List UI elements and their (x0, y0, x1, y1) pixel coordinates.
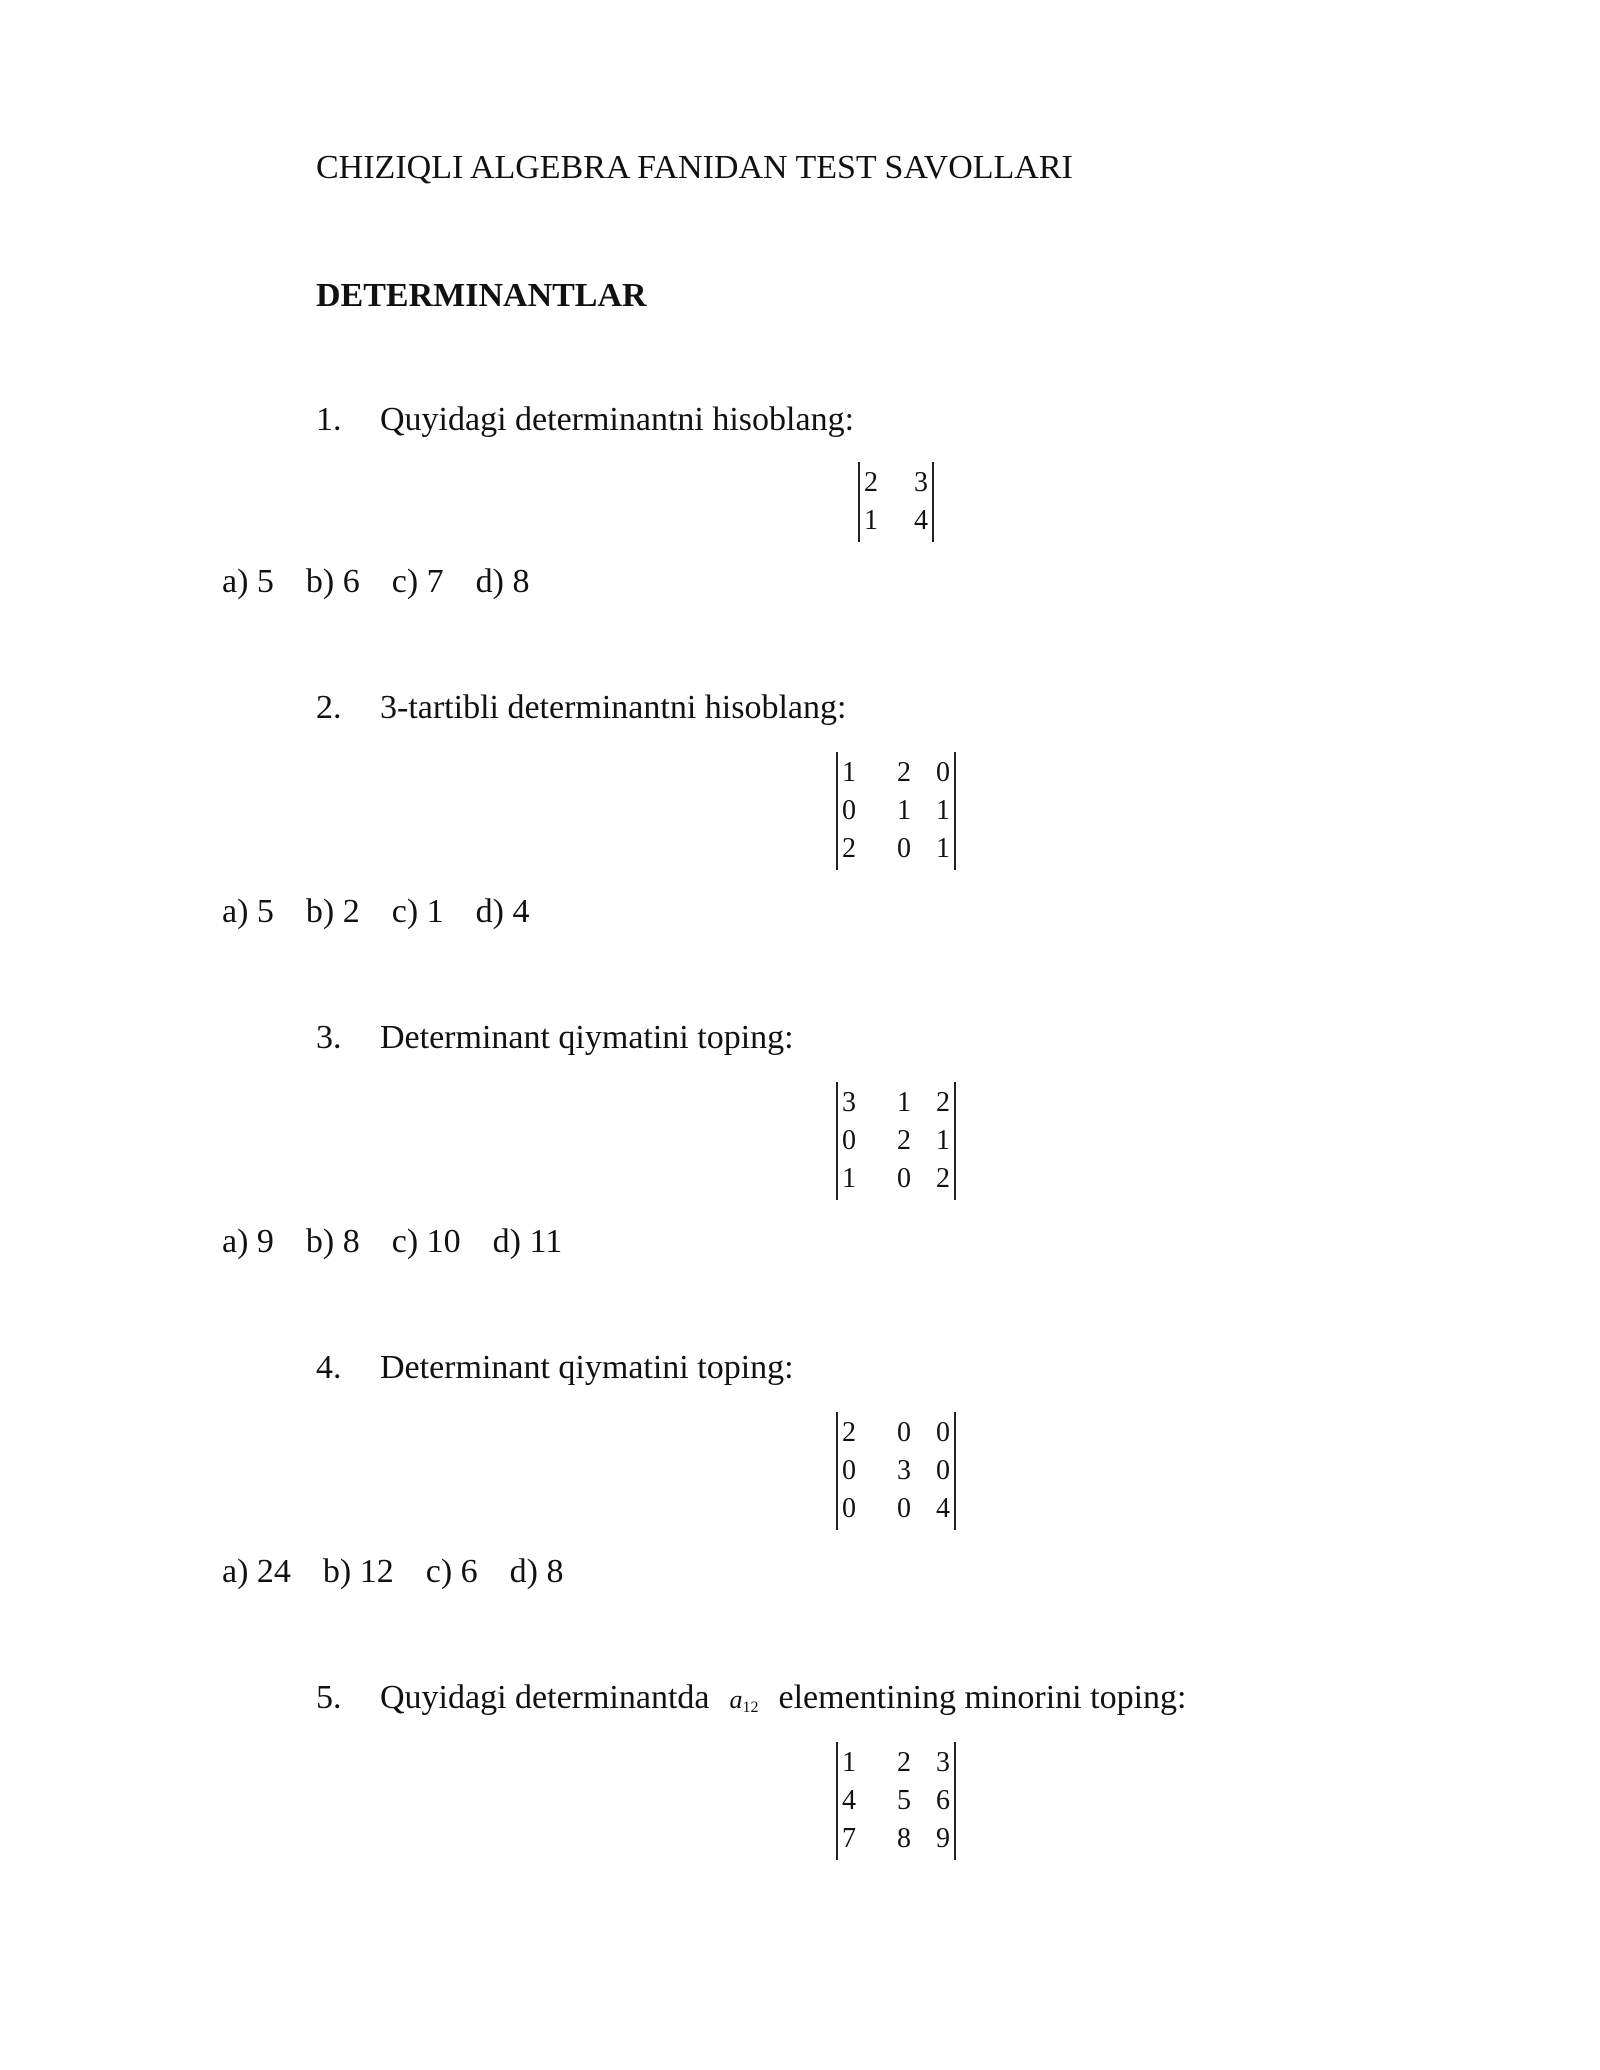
determinant-matrix (858, 462, 934, 542)
matrix-cell: 1 (864, 505, 878, 536)
matrix-row (838, 1744, 954, 1782)
matrix-row (838, 1160, 954, 1198)
matrix-cell: 0 (842, 1493, 856, 1524)
matrix-cell: 2 (897, 757, 911, 788)
question-text: Quyidagi determinantni hisoblang: (380, 401, 855, 438)
question-5 (316, 1678, 1186, 1728)
answer-option-a: a) 24 (222, 1553, 291, 1590)
matrix-row (860, 464, 932, 502)
matrix-row (838, 1820, 954, 1858)
matrix-cell: 4 (914, 505, 928, 536)
question-text-after: elementining minorini toping: (778, 1679, 1187, 1716)
matrix-row (838, 792, 954, 830)
matrix-cell: 2 (897, 1747, 911, 1778)
matrix-cell: 1 (842, 1747, 856, 1778)
determinant-matrix (836, 1742, 956, 1860)
answer-option-d: d) 8 (509, 1553, 564, 1590)
matrix-cell: 0 (842, 795, 856, 826)
answer-options (222, 562, 562, 602)
matrix-cell: 0 (936, 1455, 950, 1486)
matrix-cell: 7 (842, 1823, 856, 1854)
matrix-cell: 3 (897, 1455, 911, 1486)
matrix-cell: 4 (842, 1785, 856, 1816)
question-text: Determinant qiymatini toping: (380, 1019, 794, 1056)
matrix-cell: 1 (936, 833, 950, 864)
matrix-cell: 8 (897, 1823, 911, 1854)
matrix-row (838, 1414, 954, 1452)
matrix-cell: 0 (897, 1163, 911, 1194)
matrix-row (838, 1452, 954, 1490)
matrix-cell: 1 (936, 1125, 950, 1156)
question-number: 5. (316, 1679, 342, 1716)
matrix-cell: 2 (842, 833, 856, 864)
question-text: 3-tartibli determinantni hisoblang: (380, 689, 847, 726)
answer-option-d: d) 11 (492, 1223, 563, 1260)
question-text-before: Quyidagi determinantda (380, 1679, 710, 1716)
matrix-element-symbol: a (729, 1685, 743, 1714)
matrix-row (838, 754, 954, 792)
matrix-cell: 2 (897, 1125, 911, 1156)
answer-option-b: b) 12 (322, 1553, 394, 1590)
determinant-matrix (836, 1082, 956, 1200)
matrix-cell: 2 (842, 1417, 856, 1448)
answer-option-d: d) 8 (475, 563, 530, 600)
determinant-matrix (836, 1412, 956, 1530)
matrix-cell: 1 (897, 795, 911, 826)
answer-options (222, 1552, 596, 1592)
matrix-cell: 0 (897, 833, 911, 864)
matrix-cell: 9 (936, 1823, 950, 1854)
question-number: 4. (316, 1349, 342, 1386)
matrix-cell: 0 (936, 1417, 950, 1448)
answer-option-c: c) 7 (391, 563, 444, 600)
answer-option-d: d) 4 (475, 893, 530, 930)
answer-option-b: b) 8 (305, 1223, 360, 1260)
matrix-cell: 2 (936, 1087, 950, 1118)
matrix-cell: 0 (897, 1417, 911, 1448)
matrix-cell: 5 (897, 1785, 911, 1816)
section-heading: DETERMINANTLAR (316, 277, 647, 314)
answer-options (222, 892, 562, 932)
answer-option-a: a) 5 (222, 563, 274, 600)
answer-option-a: a) 5 (222, 893, 274, 930)
determinant-matrix (836, 752, 956, 870)
matrix-row (838, 1122, 954, 1160)
matrix-cell: 3 (936, 1747, 950, 1778)
matrix-cell: 1 (897, 1087, 911, 1118)
answer-options (222, 1222, 594, 1262)
answer-option-b: b) 6 (305, 563, 360, 600)
matrix-cell: 1 (936, 795, 950, 826)
question-number: 1. (316, 401, 342, 438)
matrix-cell: 1 (842, 1163, 856, 1194)
answer-option-c: c) 1 (391, 893, 444, 930)
matrix-cell: 2 (936, 1163, 950, 1194)
matrix-row (838, 830, 954, 868)
question-number: 3. (316, 1019, 342, 1056)
document-title: CHIZIQLI ALGEBRA FANIDAN TEST SAVOLLARI (316, 149, 1073, 186)
matrix-cell: 4 (936, 1493, 950, 1524)
matrix-row (838, 1490, 954, 1528)
question-number: 2. (316, 689, 342, 726)
answer-option-a: a) 9 (222, 1223, 274, 1260)
matrix-row (838, 1084, 954, 1122)
matrix-cell: 6 (936, 1785, 950, 1816)
matrix-cell: 0 (842, 1455, 856, 1486)
matrix-cell: 3 (842, 1087, 856, 1118)
question-2 (316, 688, 846, 728)
matrix-cell: 3 (914, 467, 928, 498)
matrix-element-subscript: 12 (742, 1699, 759, 1716)
matrix-cell: 0 (842, 1125, 856, 1156)
matrix-cell: 0 (936, 757, 950, 788)
answer-option-c: c) 10 (391, 1223, 461, 1260)
matrix-cell: 1 (842, 757, 856, 788)
matrix-cell: 0 (897, 1493, 911, 1524)
question-3 (316, 1018, 794, 1058)
answer-option-c: c) 6 (425, 1553, 478, 1590)
matrix-row (838, 1782, 954, 1820)
question-text: Determinant qiymatini toping: (380, 1349, 794, 1386)
answer-option-b: b) 2 (305, 893, 360, 930)
matrix-row (860, 502, 932, 540)
matrix-cell: 2 (864, 467, 878, 498)
question-1 (316, 400, 854, 440)
question-4 (316, 1348, 794, 1388)
